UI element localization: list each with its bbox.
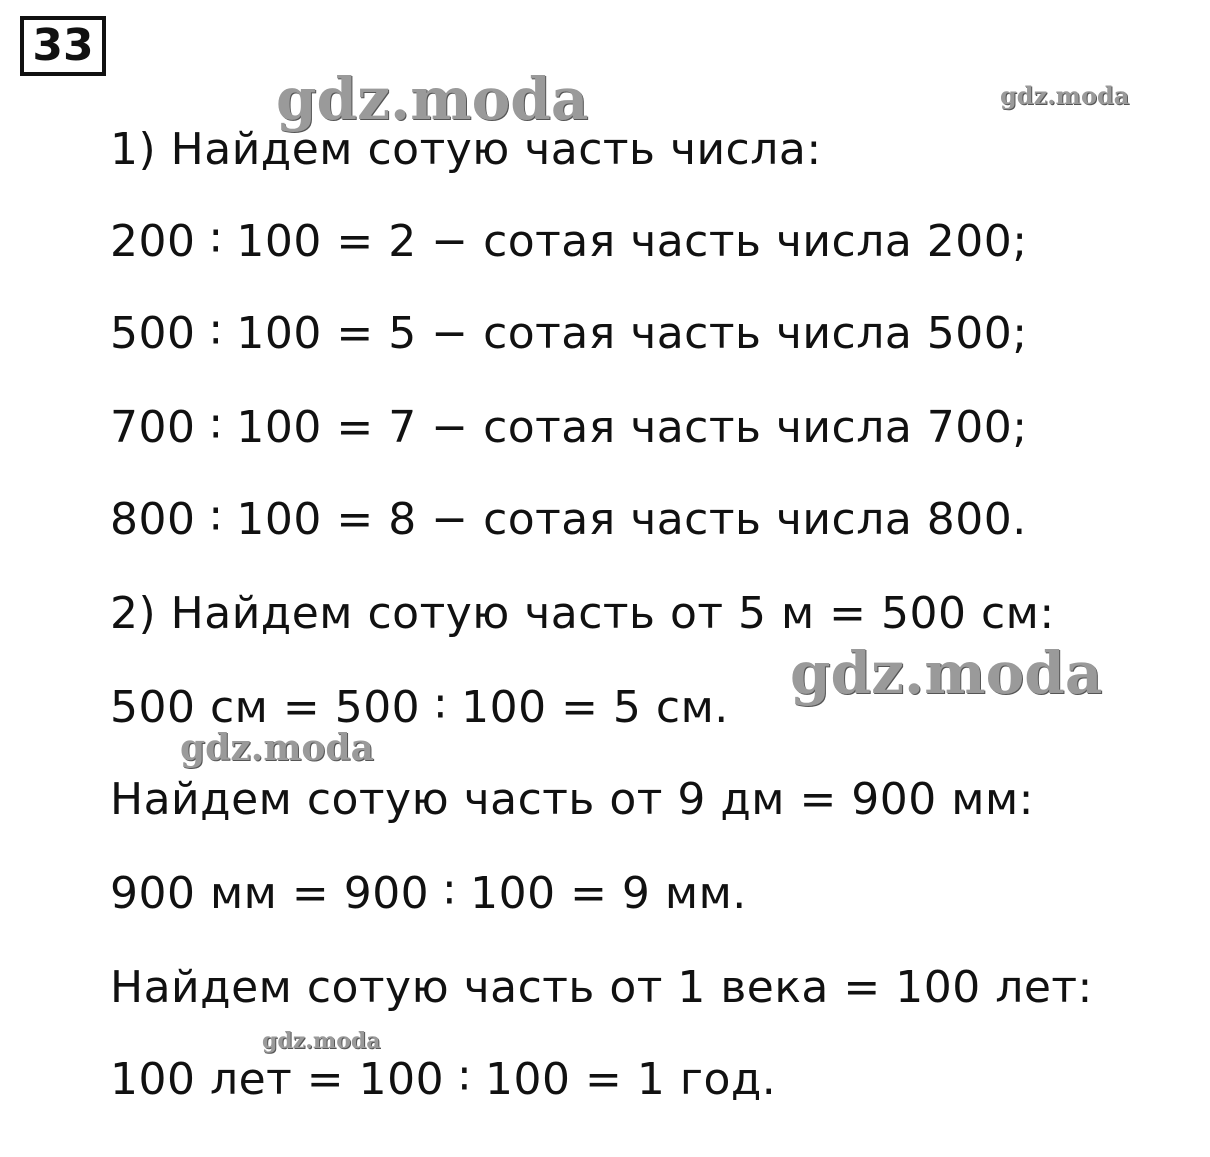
solution-line-8: Найдем сотую часть от 9 дм = 900 мм: (110, 774, 1034, 825)
watermark-bottom: gdz.moda (262, 1028, 381, 1054)
watermark-top-right: gdz.moda (1000, 81, 1130, 110)
task-number-box (20, 16, 106, 76)
solution-line-9: 900 мм = 900 ∶ 100 = 9 мм. (110, 868, 747, 919)
solution-line-2: 200 ∶ 100 = 2 − сотая часть числа 200; (110, 216, 1028, 267)
solution-line-3: 500 ∶ 100 = 5 − сотая часть числа 500; (110, 308, 1028, 359)
solution-line-6: 2) Найдем сотую часть от 5 м = 500 см: (110, 588, 1055, 639)
solution-line-11: 100 лет = 100 ∶ 100 = 1 год. (110, 1054, 777, 1105)
watermark-top-left: gdz.moda (276, 65, 589, 133)
solution-line-7: 500 см = 500 ∶ 100 = 5 см. (110, 682, 729, 733)
task-number: 33 (32, 20, 94, 71)
solution-line-5: 800 ∶ 100 = 8 − сотая часть числа 800. (110, 494, 1027, 545)
solution-line-1: 1) Найдем сотую часть числа: (110, 124, 822, 175)
watermark-middle-left: gdz.moda (180, 727, 374, 769)
solution-line-10: Найдем сотую часть от 1 века = 100 лет: (110, 962, 1093, 1013)
solution-line-4: 700 ∶ 100 = 7 − сотая часть числа 700; (110, 402, 1028, 453)
watermark-middle-right: gdz.moda (790, 639, 1103, 707)
